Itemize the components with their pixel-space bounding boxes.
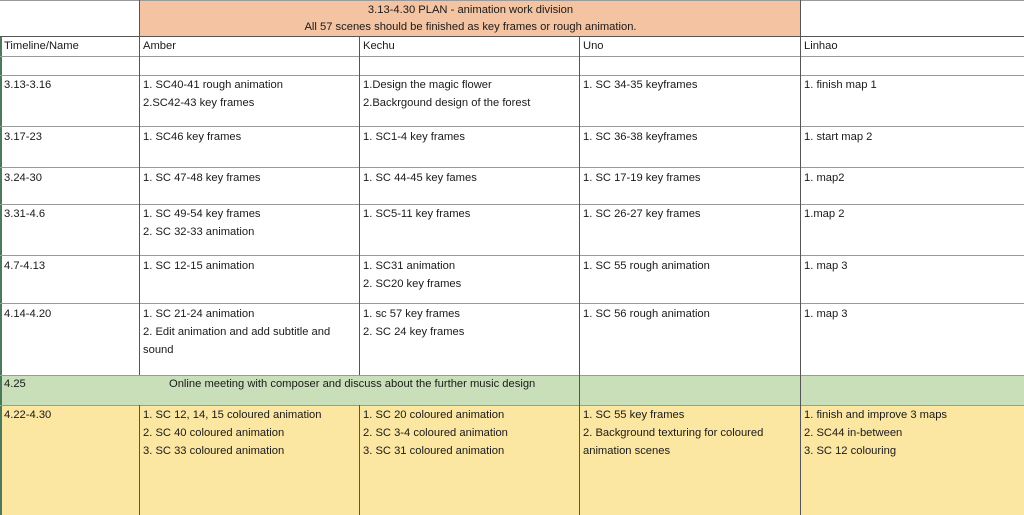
kechu-cell[interactable] — [363, 305, 464, 341]
title-line-1: 3.13-4.30 PLAN - animation work division — [367, 4, 574, 16]
task-line: 1. map 3 — [804, 308, 848, 320]
task-line: 1. SC31 animation — [363, 260, 456, 272]
timeline-cell[interactable]: 4.22-4.30 — [4, 409, 52, 421]
meeting-note-cell[interactable]: Online meeting with composer and discuss about the further music design — [169, 378, 536, 390]
task-line: 1. SC 44-45 key fames — [363, 172, 477, 184]
task-line: 1. start map 2 — [804, 131, 873, 143]
task-line: 1.map 2 — [804, 208, 845, 220]
uno-cell[interactable] — [583, 76, 697, 94]
grid-line — [0, 56, 1024, 57]
linhao-cell[interactable] — [804, 205, 844, 223]
title-cell[interactable] — [140, 0, 801, 36]
timeline-cell[interactable]: 3.31-4.6 — [4, 208, 46, 220]
task-line: 1.Design the magic flower — [363, 79, 492, 91]
task-line: 1. SC 49-54 key frames — [143, 208, 261, 220]
task-line: 1. SC 55 key frames — [583, 409, 685, 421]
title-line-2: All 57 scenes should be finished as key frames or rough animation. — [304, 21, 637, 33]
amber-cell[interactable] — [143, 169, 261, 187]
task-line: 1. SC 26-27 key frames — [583, 208, 701, 220]
task-line: 1. SC 12, 14, 15 coloured animation — [143, 409, 322, 421]
uno-cell[interactable] — [583, 406, 763, 460]
linhao-cell[interactable] — [804, 169, 844, 187]
header-kechu[interactable]: Kechu — [363, 40, 395, 52]
task-line: sound — [143, 344, 174, 356]
task-line: 2. SC 32-33 animation — [143, 226, 255, 238]
grid-line — [0, 303, 1024, 304]
grid-line — [0, 167, 1024, 168]
task-line: 2.Backrgound design of the forest — [363, 97, 531, 109]
task-line: 1. SC1-4 key frames — [363, 131, 465, 143]
grid-line — [0, 255, 1024, 256]
amber-cell[interactable] — [143, 406, 322, 460]
task-line: 1. map2 — [804, 172, 845, 184]
header-linhao[interactable]: Linhao — [804, 40, 838, 52]
uno-cell[interactable] — [583, 257, 710, 275]
kechu-cell[interactable] — [363, 205, 470, 223]
uno-cell[interactable] — [583, 128, 697, 146]
task-line: 1. map 3 — [804, 260, 848, 272]
task-line: 2.SC42-43 key frames — [143, 97, 255, 109]
task-line: 3. SC 12 colouring — [804, 445, 897, 457]
task-line: 1. SC 36-38 keyframes — [583, 131, 698, 143]
task-line: 3. SC 33 coloured animation — [143, 445, 285, 457]
task-line: 1. finish and improve 3 maps — [804, 409, 948, 421]
header-amber[interactable]: Amber — [143, 40, 176, 52]
kechu-cell[interactable] — [363, 76, 530, 112]
task-line: 1. SC 55 rough animation — [583, 260, 710, 272]
task-line: 3. SC 31 coloured animation — [363, 445, 505, 457]
kechu-cell[interactable] — [363, 128, 465, 146]
task-line: 1. SC 56 rough animation — [583, 308, 710, 320]
header-timeline[interactable]: Timeline/Name — [4, 40, 79, 52]
left-edge-accent — [0, 36, 2, 515]
linhao-cell[interactable] — [804, 406, 947, 460]
timeline-cell[interactable]: 3.13-3.16 — [4, 79, 52, 91]
kechu-cell[interactable] — [363, 406, 508, 460]
task-line: 1. SC 20 coloured animation — [363, 409, 505, 421]
uno-cell[interactable] — [583, 305, 710, 323]
task-line: 1. SC40-41 rough animation — [143, 79, 283, 91]
task-line: 1. SC 47-48 key frames — [143, 172, 261, 184]
linhao-cell[interactable] — [804, 128, 872, 146]
task-line: 1. SC 21-24 animation — [143, 308, 255, 320]
kechu-cell[interactable] — [363, 257, 461, 293]
linhao-cell[interactable] — [804, 257, 848, 275]
linhao-cell[interactable] — [804, 76, 877, 94]
meeting-timeline-cell[interactable]: 4.25 — [4, 378, 26, 390]
amber-cell[interactable] — [143, 76, 283, 112]
task-line: 1. sc 57 key frames — [363, 308, 460, 320]
timeline-cell[interactable]: 4.14-4.20 — [4, 308, 52, 320]
task-line: 1. SC5-11 key frames — [363, 208, 471, 220]
amber-cell[interactable] — [143, 305, 330, 359]
grid-line — [800, 0, 801, 515]
task-line: 1. finish map 1 — [804, 79, 877, 91]
linhao-cell[interactable] — [804, 305, 848, 323]
task-line: 2. SC 24 key frames — [363, 326, 465, 338]
uno-cell[interactable] — [583, 169, 701, 187]
grid-line — [139, 405, 140, 515]
grid-line — [359, 405, 360, 515]
grid-line — [579, 36, 580, 515]
task-line: 1. SC 34-35 keyframes — [583, 79, 698, 91]
task-line: animation scenes — [583, 445, 671, 457]
amber-cell[interactable] — [143, 205, 261, 241]
task-line: 1. SC46 key frames — [143, 131, 242, 143]
timeline-cell[interactable]: 3.24-30 — [4, 172, 42, 184]
grid-line — [0, 126, 1024, 127]
amber-cell[interactable] — [143, 257, 254, 275]
grid-line — [0, 0, 1024, 1]
task-line: 1. SC 17-19 key frames — [583, 172, 701, 184]
timeline-cell[interactable]: 4.7-4.13 — [4, 260, 46, 272]
header-uno[interactable]: Uno — [583, 40, 604, 52]
kechu-cell[interactable] — [363, 169, 477, 187]
task-line: 2. SC44 in-between — [804, 427, 903, 439]
amber-cell[interactable] — [143, 128, 241, 146]
task-line: 2. SC 40 coloured animation — [143, 427, 285, 439]
task-line: 2. SC 3-4 coloured animation — [363, 427, 508, 439]
task-line: 2. Edit animation and add subtitle and — [143, 326, 331, 338]
task-line: 2. SC20 key frames — [363, 278, 462, 290]
grid-line — [359, 36, 360, 375]
timeline-cell[interactable]: 3.17-23 — [4, 131, 42, 143]
uno-cell[interactable] — [583, 205, 701, 223]
task-line: 1. SC 12-15 animation — [143, 260, 255, 272]
task-line: 2. Background texturing for coloured — [583, 427, 764, 439]
grid-line — [139, 0, 140, 375]
